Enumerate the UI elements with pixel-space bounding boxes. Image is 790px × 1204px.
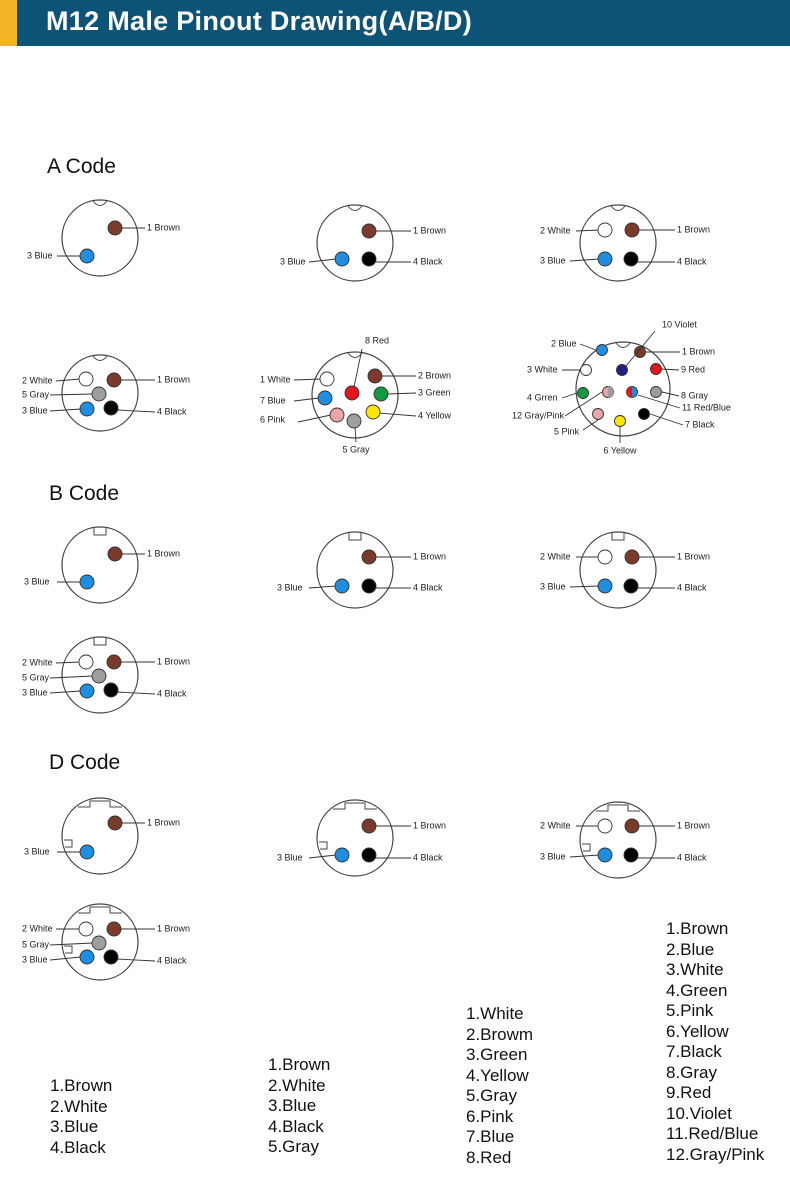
pin-label: 1 White: [260, 374, 291, 385]
pin-label: 1 Brown: [413, 551, 447, 562]
legend-item: 6.Pink: [466, 1106, 514, 1126]
pin-dot: [80, 684, 94, 698]
legend-item: 4.Green: [666, 980, 728, 1000]
pin-label: 2 White: [22, 375, 53, 386]
pin-dot: [108, 221, 122, 235]
pin-dot: [362, 550, 376, 564]
legend-item: 2.Blue: [666, 939, 715, 959]
legend-item: 3.Blue: [50, 1117, 99, 1136]
legend-item: 8.Red: [466, 1147, 512, 1167]
legend-item: 4.Black: [268, 1116, 324, 1136]
legend-item: 12.Gray/Pink: [666, 1144, 765, 1164]
pin-label: 1 Brown: [157, 923, 191, 934]
pin-dot: [598, 550, 612, 564]
connector-outline: [62, 200, 138, 276]
pin-dot: [80, 575, 94, 589]
pin-label: 4 Black: [157, 406, 187, 417]
pin-dot: [598, 848, 612, 862]
pin-dot: [335, 579, 349, 593]
pin-dot: [598, 579, 612, 593]
legend-item: 7.Blue: [466, 1127, 515, 1146]
pin-dot: [92, 936, 106, 950]
pin-dot: [593, 409, 604, 420]
pin-dot: [635, 347, 646, 358]
legend-item: 2.Browm: [466, 1024, 534, 1044]
pin-dot: [104, 401, 118, 415]
legend-item: 11.Red/Blue: [666, 1124, 759, 1143]
legend-item: 3.Blue: [268, 1096, 317, 1115]
leader-line: [580, 344, 596, 350]
pin-label: 2 White: [22, 657, 53, 668]
pin-label: 3 Blue: [540, 851, 566, 862]
pin-label: 1 Brown: [147, 817, 181, 828]
pin-label: 8 Gray: [681, 390, 709, 401]
pin-dot: [651, 387, 662, 398]
pin-label: 3 Blue: [24, 846, 50, 857]
section-title-b-code: B Code: [49, 482, 120, 505]
legend-item: 9.Red: [666, 1083, 712, 1102]
pin-label: 5 Gray: [342, 444, 370, 455]
pin-label: 4 Black: [677, 852, 707, 863]
legend-item: 5.Gray: [466, 1086, 518, 1105]
pin-dot: [598, 223, 612, 237]
legend-item: 3.White: [666, 960, 724, 979]
legend-item: 4.Yellow: [466, 1065, 529, 1085]
legend-item: 1.White: [466, 1004, 524, 1023]
pin-label: 2 White: [540, 551, 571, 562]
pin-dot: [625, 819, 639, 833]
pin-label: 1 Brown: [413, 225, 447, 236]
pin-label: 4 Black: [677, 256, 707, 267]
pin-label: 1 Brown: [413, 820, 447, 831]
pin-label: 3 Blue: [277, 852, 303, 863]
leader-line: [562, 393, 577, 398]
pin-dot: [108, 547, 122, 561]
pin-label: 10 Violet: [662, 319, 697, 330]
legend-item: 5.Gray: [268, 1137, 320, 1156]
pin-label: 3 Blue: [22, 687, 48, 698]
legend-item: 4.Black: [50, 1137, 106, 1157]
pin-dot: [79, 655, 93, 669]
pin-label: 1 Brown: [157, 656, 191, 667]
pin-dot: [320, 372, 334, 386]
pin-dot: [80, 402, 94, 416]
pin-label: 2 White: [22, 923, 53, 934]
pin-label: 8 Red: [365, 335, 390, 346]
pin-label: 4 Black: [677, 582, 707, 593]
pin-dot: [335, 848, 349, 862]
pin-dot: [639, 409, 650, 420]
pin-dot: [624, 579, 638, 593]
pin-dot: [80, 950, 94, 964]
legend-item: 2.White: [50, 1096, 108, 1116]
pin-dot: [79, 372, 93, 386]
legend-4-pin: [50, 1076, 112, 1158]
connector-outline: [580, 802, 656, 878]
legend-item: 1.Brown: [50, 1076, 113, 1095]
pin-dot: [366, 405, 380, 419]
pin-dot: [624, 252, 638, 266]
pin-label: 5 Gray: [22, 389, 50, 400]
pin-dot: [107, 655, 121, 669]
pin-dot: [79, 922, 93, 936]
pin-label: 3 Blue: [540, 255, 566, 266]
pin-label: 5 Gray: [22, 672, 50, 683]
pin-label: 6 Pink: [260, 414, 286, 425]
pin-dot: [625, 550, 639, 564]
legend-5-pin: [268, 1055, 330, 1158]
pin-label: 3 Blue: [277, 582, 303, 593]
pin-label: 6 Yellow: [603, 445, 637, 456]
legend-item: 1.Brown: [268, 1055, 331, 1074]
pin-dot: [104, 950, 118, 964]
pin-dot: [335, 252, 349, 266]
pin-label: 1 Brown: [147, 548, 181, 559]
pin-label: 3 Blue: [540, 581, 566, 592]
section-title-d-code: D Code: [49, 751, 121, 774]
pin-dot: [107, 373, 121, 387]
pin-label: 4 Black: [413, 256, 443, 267]
pin-label: 4 Black: [157, 955, 187, 966]
page-title: M12 Male Pinout Drawing(A/B/D): [46, 6, 473, 36]
pin-label: 7 Black: [685, 419, 715, 430]
pin-dot: [598, 819, 612, 833]
pin-label: 1 Brown: [677, 224, 711, 235]
pin-dot: [624, 848, 638, 862]
pin-label: 2 White: [540, 225, 571, 236]
pin-label: 7 Blue: [260, 395, 286, 406]
pin-label: 1 Brown: [677, 551, 711, 562]
pin-dot: [578, 388, 589, 399]
legend-item: 5.Pink: [666, 1001, 714, 1020]
pin-label: 3 Green: [418, 387, 451, 398]
legend-item: 7.Black: [666, 1042, 722, 1061]
pin-label: 2 Blue: [551, 338, 577, 349]
legend-item: 8.Gray: [666, 1062, 718, 1082]
pin-label: 4 Black: [413, 852, 443, 863]
pin-dot: [598, 252, 612, 266]
pin-label: 3 Blue: [27, 250, 53, 261]
connector-outline: [317, 800, 393, 876]
pin-dot: [108, 816, 122, 830]
pin-label: 4 Yellow: [418, 410, 452, 421]
connector-outline: [62, 527, 138, 603]
pin-dot: [107, 922, 121, 936]
pin-dot: [581, 365, 592, 376]
pin-dot: [80, 845, 94, 859]
pin-label: 12 Gray/Pink: [512, 410, 565, 421]
connector-outline: [317, 532, 393, 608]
pin-label: 1 Brown: [682, 346, 716, 357]
pin-label: 1 Brown: [147, 222, 181, 233]
pin-label: 1 Brown: [157, 374, 191, 385]
connector-outline: [580, 205, 656, 281]
section-title-a-code: A Code: [47, 155, 116, 178]
pin-dot: [625, 223, 639, 237]
pin-dot: [362, 579, 376, 593]
pin-dot: [345, 386, 359, 400]
pin-label: 4 Grren: [527, 392, 558, 403]
legend-item: 10.Violet: [666, 1103, 732, 1123]
pin-dot: [617, 365, 628, 376]
pin-dot: [347, 414, 361, 428]
pin-dot: [362, 224, 376, 238]
pin-dot: [92, 387, 106, 401]
pin-label: 11 Red/Blue: [682, 402, 731, 413]
legend-8-pin: [466, 1004, 533, 1168]
legend-12-pin: [666, 919, 764, 1165]
connector-outline: [62, 798, 138, 874]
pin-dot: [330, 408, 344, 422]
pin-dot: [362, 819, 376, 833]
pin-label: 3 Blue: [22, 954, 48, 965]
legend-item: 2.White: [268, 1075, 326, 1095]
pin-dot: [615, 416, 626, 427]
pin-dot: [651, 364, 662, 375]
pin-dot: [374, 387, 388, 401]
connector-outline: [580, 532, 656, 608]
pin-dot: [318, 391, 332, 405]
legend-item: 6.Yellow: [666, 1021, 729, 1041]
pin-label: 9 Red: [681, 364, 706, 375]
pin-label: 2 White: [540, 820, 571, 831]
pin-dot: [104, 683, 118, 697]
pin-dot: [92, 669, 106, 683]
pin-label: 3 White: [527, 364, 558, 375]
pin-dot: [362, 252, 376, 266]
pin-label: 5 Pink: [554, 426, 580, 437]
pin-label: 1 Brown: [677, 820, 711, 831]
pin-label: 4 Black: [413, 582, 443, 593]
pin-label: 4 Black: [157, 688, 187, 699]
pin-dot: [362, 848, 376, 862]
legend-item: 3.Green: [466, 1045, 528, 1064]
legend-item: 1.Brown: [666, 919, 729, 938]
pin-label: 3 Blue: [280, 256, 306, 267]
pin-label: 3 Blue: [24, 576, 50, 587]
pin-dot: [597, 345, 608, 356]
pin-label: 2 Brown: [418, 370, 452, 381]
pin-label: 3 Blue: [22, 405, 48, 416]
pin-dot: [80, 249, 94, 263]
connector-outline: [317, 205, 393, 281]
pin-label: 5 Gray: [22, 939, 50, 950]
pin-dot: [368, 369, 382, 383]
